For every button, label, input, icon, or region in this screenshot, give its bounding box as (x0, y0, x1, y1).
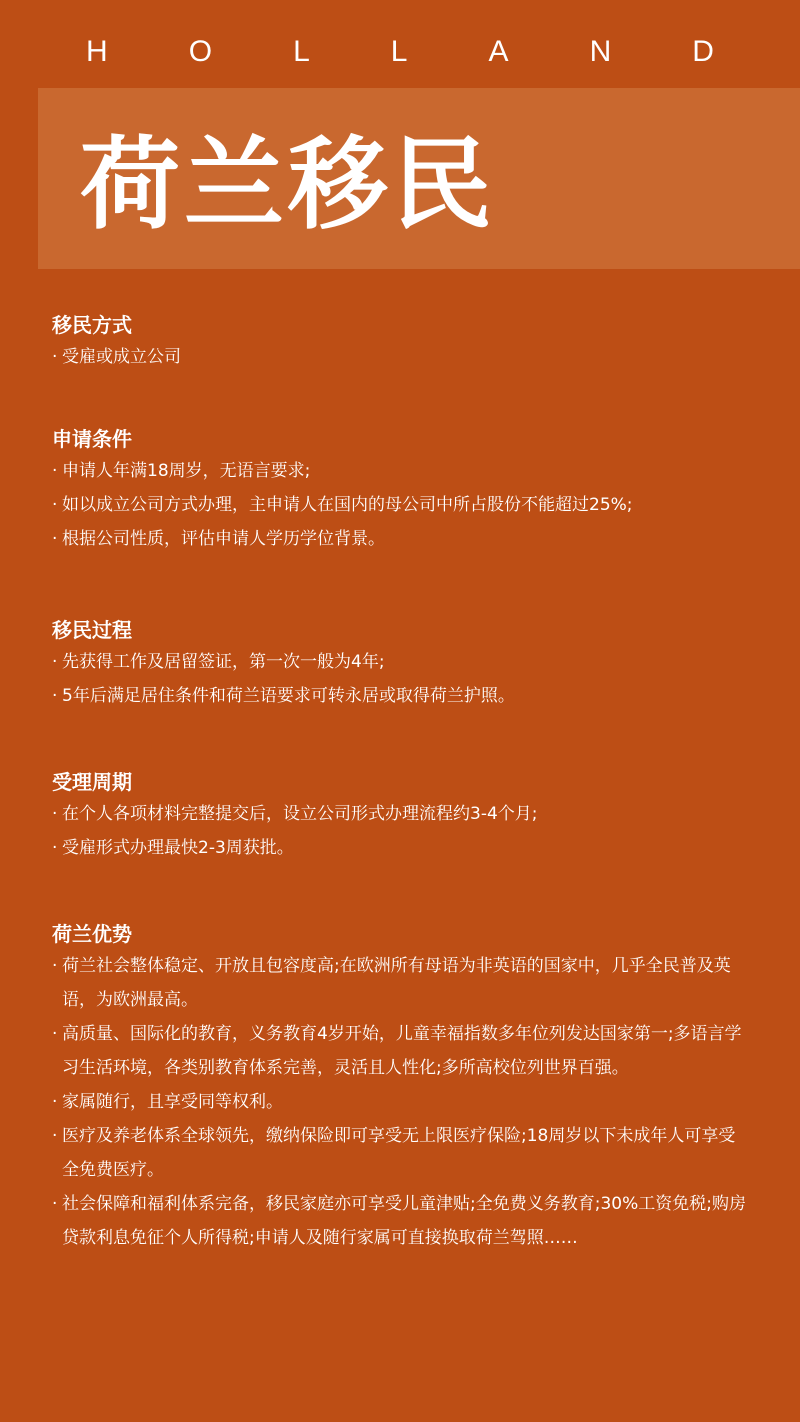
section-list (52, 454, 752, 556)
section-list (52, 645, 752, 713)
section-heading: 移民过程 (52, 618, 132, 642)
list-item: · 根据公司性质，评估申请人学历学位背景。 (52, 522, 752, 556)
list-item: · 如以成立公司方式办理，主申请人在国内的母公司中所占股份不能超过25%; (52, 488, 752, 522)
list-item: · 社会保障和福利体系完备，移民家庭亦可享受儿童津贴;全免费义务教育;30%工资免税;购房贷款利息免征个人所得税;申请人及随行家属可直接换取荷兰驾照…… (52, 1187, 752, 1255)
section-heading: 申请条件 (52, 427, 132, 451)
section-application-requirements (52, 424, 752, 556)
list-item: · 医疗及养老体系全球领先，缴纳保险即可享受无上限医疗保险;18周岁以下未成年人可享受全免费医疗。 (52, 1119, 752, 1187)
list-item: · 在个人各项材料完整提交后，设立公司形式办理流程约3-4个月; (52, 797, 752, 831)
list-item: · 受雇形式办理最快2-3周获批。 (52, 831, 752, 865)
section-heading: 移民方式 (52, 313, 132, 337)
section-list (52, 949, 752, 1255)
list-item: · 荷兰社会整体稳定、开放且包容度高;在欧洲所有母语为非英语的国家中，几乎全民普及英语，为欧洲最高。 (52, 949, 752, 1017)
brand-letter: N (589, 35, 612, 68)
section-processing-time (52, 767, 752, 865)
list-item: · 家属随行，且享受同等权利。 (52, 1085, 752, 1119)
section-immigration-process (52, 615, 752, 713)
page-title: 荷兰移民 (80, 126, 496, 243)
brand-letter: L (293, 35, 310, 68)
list-item: · 受雇或成立公司 (52, 340, 752, 374)
brand-letter: A (488, 35, 509, 68)
brand-letter: D (692, 35, 714, 68)
section-immigration-method (52, 310, 752, 374)
brand-wordmark (0, 34, 800, 70)
brand-letter: H (86, 35, 108, 68)
list-item: · 高质量、国际化的教育，义务教育4岁开始，儿童幸福指数多年位列发达国家第一;多语言学习生活环境，各类别教育体系完善，灵活且人性化;多所高校位列世界百强。 (52, 1017, 752, 1085)
list-item: · 申请人年满18周岁，无语言要求; (52, 454, 752, 488)
list-item: · 5年后满足居住条件和荷兰语要求可转永居或取得荷兰护照。 (52, 679, 752, 713)
section-netherlands-advantages (52, 919, 752, 1255)
section-list (52, 797, 752, 865)
brand-letter: O (188, 35, 213, 68)
title-banner (38, 88, 800, 269)
section-heading: 荷兰优势 (52, 922, 132, 946)
section-heading: 受理周期 (52, 770, 132, 794)
list-item: · 先获得工作及居留签证，第一次一般为4年; (52, 645, 752, 679)
section-list (52, 340, 752, 374)
brand-letter: L (390, 35, 408, 68)
